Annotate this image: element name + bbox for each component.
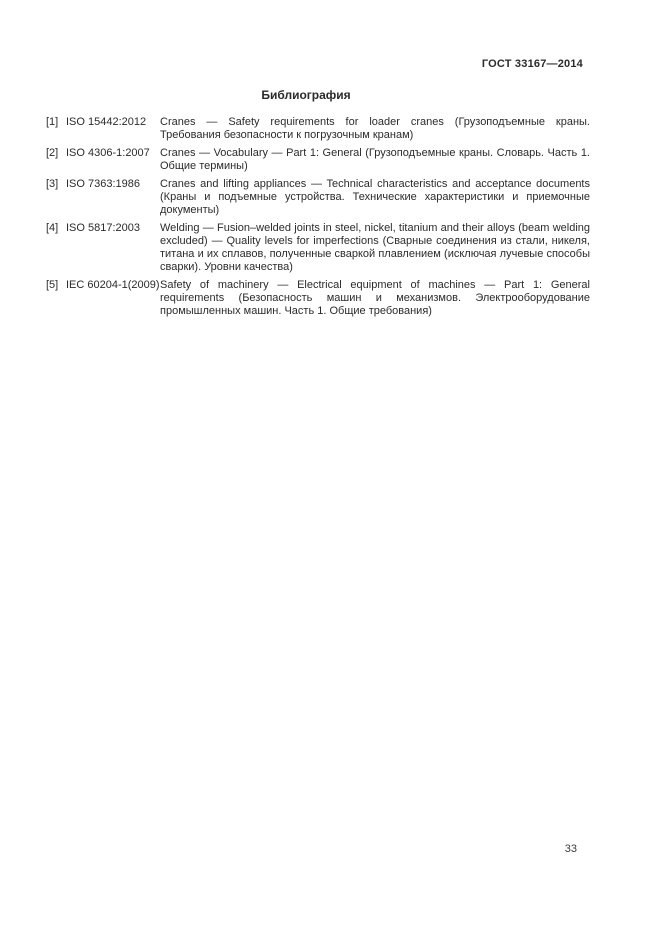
bibliography-entry xyxy=(46,222,590,274)
entry-description: Cranes and lifting appliances — Technical characteristics and acceptance documents (Краны и подъемные устройства. Технические характеристики и приемочные документы) xyxy=(160,178,590,216)
bibliography-entry xyxy=(46,279,590,318)
bibliography-entry xyxy=(46,178,590,217)
entry-ref-number: [3] xyxy=(46,178,59,190)
bibliography-list xyxy=(46,116,590,323)
page-number: 33 xyxy=(564,843,577,855)
entry-description: Cranes — Safety requirements for loader cranes (Грузоподъемные краны. Требования безопасности к погрузочным кранам) xyxy=(160,116,590,141)
entry-description: Cranes — Vocabulary — Part 1: General (Грузоподъемные краны. Словарь. Часть 1. Общие термины) xyxy=(160,147,590,172)
entry-ref-number: [4] xyxy=(46,222,59,234)
entry-ref-number: [1] xyxy=(46,116,59,128)
entry-standard-id: ISO 15442:2012 xyxy=(66,116,147,128)
entry-standard-id: IEC 60204-1(2009) xyxy=(66,279,160,291)
entry-description: Safety of machinery — Electrical equipment of machines — Part 1: General requirements (Безопасность машин и механизмов. Электрооборудование промышленных машин. Часть 1. Общие требования) xyxy=(160,279,590,317)
entry-standard-id: ISO 7363:1986 xyxy=(66,178,141,190)
document-code-header: ГОСТ 33167—2014 xyxy=(481,58,583,70)
entry-description: Welding — Fusion–welded joints in steel, nickel, titanium and their alloys (beam welding excluded) — Quality levels for imperfections (Сварные соединения из стали, никеля, титана и их сплавов, полученные сваркой плавлением (исключая лучевые способы сварки). Уровни качества) xyxy=(160,222,590,273)
bibliography-entry xyxy=(46,147,590,173)
entry-ref-number: [2] xyxy=(46,147,59,159)
entry-standard-id: ISO 4306-1:2007 xyxy=(66,147,150,159)
bibliography-entry xyxy=(46,116,590,142)
entry-standard-id: ISO 5817:2003 xyxy=(66,222,141,234)
entry-ref-number: [5] xyxy=(46,279,59,291)
page-title: Библиография xyxy=(261,88,351,102)
